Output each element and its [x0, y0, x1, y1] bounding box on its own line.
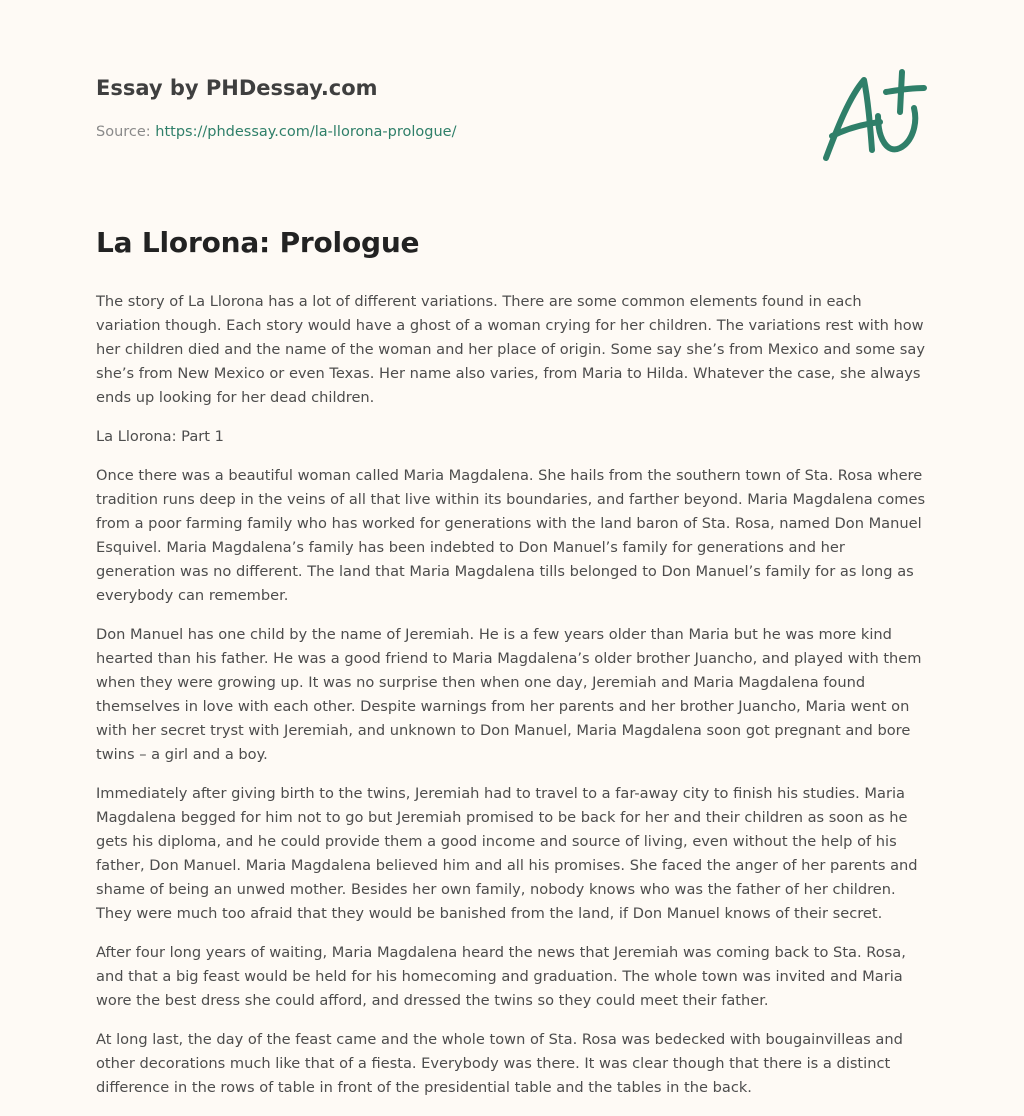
paragraph-maria: Once there was a beautiful woman called Maria Magdalena. She hails from the southern town of Sta. Rosa where tradition runs deep in the veins of all that live within its boundaries, and farther beyond. Maria Magdalena comes from a poor farming family who has worked for generations with the land baron of Sta. Rosa, named Don Manuel Esquivel. Maria Magdalena’s family has been indebted to Don Manuel’s family for generations and her generation was no different. The land that Maria Magdalena tills belonged to Don Manuel’s family for as long as everybody can remember. [96, 467, 926, 604]
paragraph-intro: The story of La Llorona has a lot of different variations. There are some common elements found in each variation though. Each story would have a ghost of a woman crying for her children. The variations rest with how her children died and the name of the woman and her place of origin. Some say she’s from Mexico and some say she’s from New Mexico or even Texas. Her name also varies, from Maria to Hilda. Whatever the case, she always ends up looking for her dead children. [96, 293, 925, 406]
paragraph-twins: Immediately after giving birth to the twins, Jeremiah had to travel to a far-away city to finish his studies. Maria Magdalena begged for him not to go but Jeremiah promised to be back for her and their children as soon as he gets his diploma, and he could provide them a good income and source of living, even without the help of his father, Don Manuel. Maria Magdalena believed him and all his promises. She faced the anger of her parents and shame of being an unwed mother. Besides her own family, nobody knows who was the father of her children. They were much too afraid that they would be banished from the land, if Don Manuel knows of their secret. [96, 785, 918, 922]
brand-title: Essay by PHDessay.com [96, 76, 378, 100]
paragraph-jeremiah: Don Manuel has one child by the name of Jeremiah. He is a few years older than Maria but he was more kind hearted than his father. He was a good friend to Maria Magdalena’s older brother Juancho, and played with them when they were growing up. It was no surprise then when one day, Jeremiah and Maria Magdalena found themselves in love with each other. Despite warnings from her parents and her brother Juancho, Maria went on with her secret tryst with Jeremiah, and unknown to Don Manuel, Maria Magdalena soon got pregnant and bore twins – a girl and a boy. [96, 626, 922, 763]
paragraph-feast: At long last, the day of the feast came and the whole town of Sta. Rosa was bedecked with bougainvilleas and other decorations much like that of a fiesta. Everybody was there. It was clear though that there is a distinct difference in the rows of table in front of the presidential table and the tables in the back. [96, 1031, 903, 1096]
source-link[interactable]: https://phdessay.com/la-llorona-prologue/ [155, 124, 457, 140]
source-line [96, 124, 456, 140]
a-plus-logo-icon [818, 66, 928, 166]
essay-title: La Llorona: Prologue [96, 226, 420, 259]
page-header [96, 0, 928, 200]
paragraph-homecoming: After four long years of waiting, Maria Magdalena heard the news that Jeremiah was coming back to Sta. Rosa, and that a big feast would be held for his homecoming and graduation. The whole town was invited and Maria wore the best dress she could afford, and dressed the twins so they could meet their father. [96, 944, 906, 1009]
essay-body [96, 290, 928, 1100]
paragraph-part-heading: La Llorona: Part 1 [96, 428, 224, 445]
source-label: Source: [96, 124, 151, 140]
